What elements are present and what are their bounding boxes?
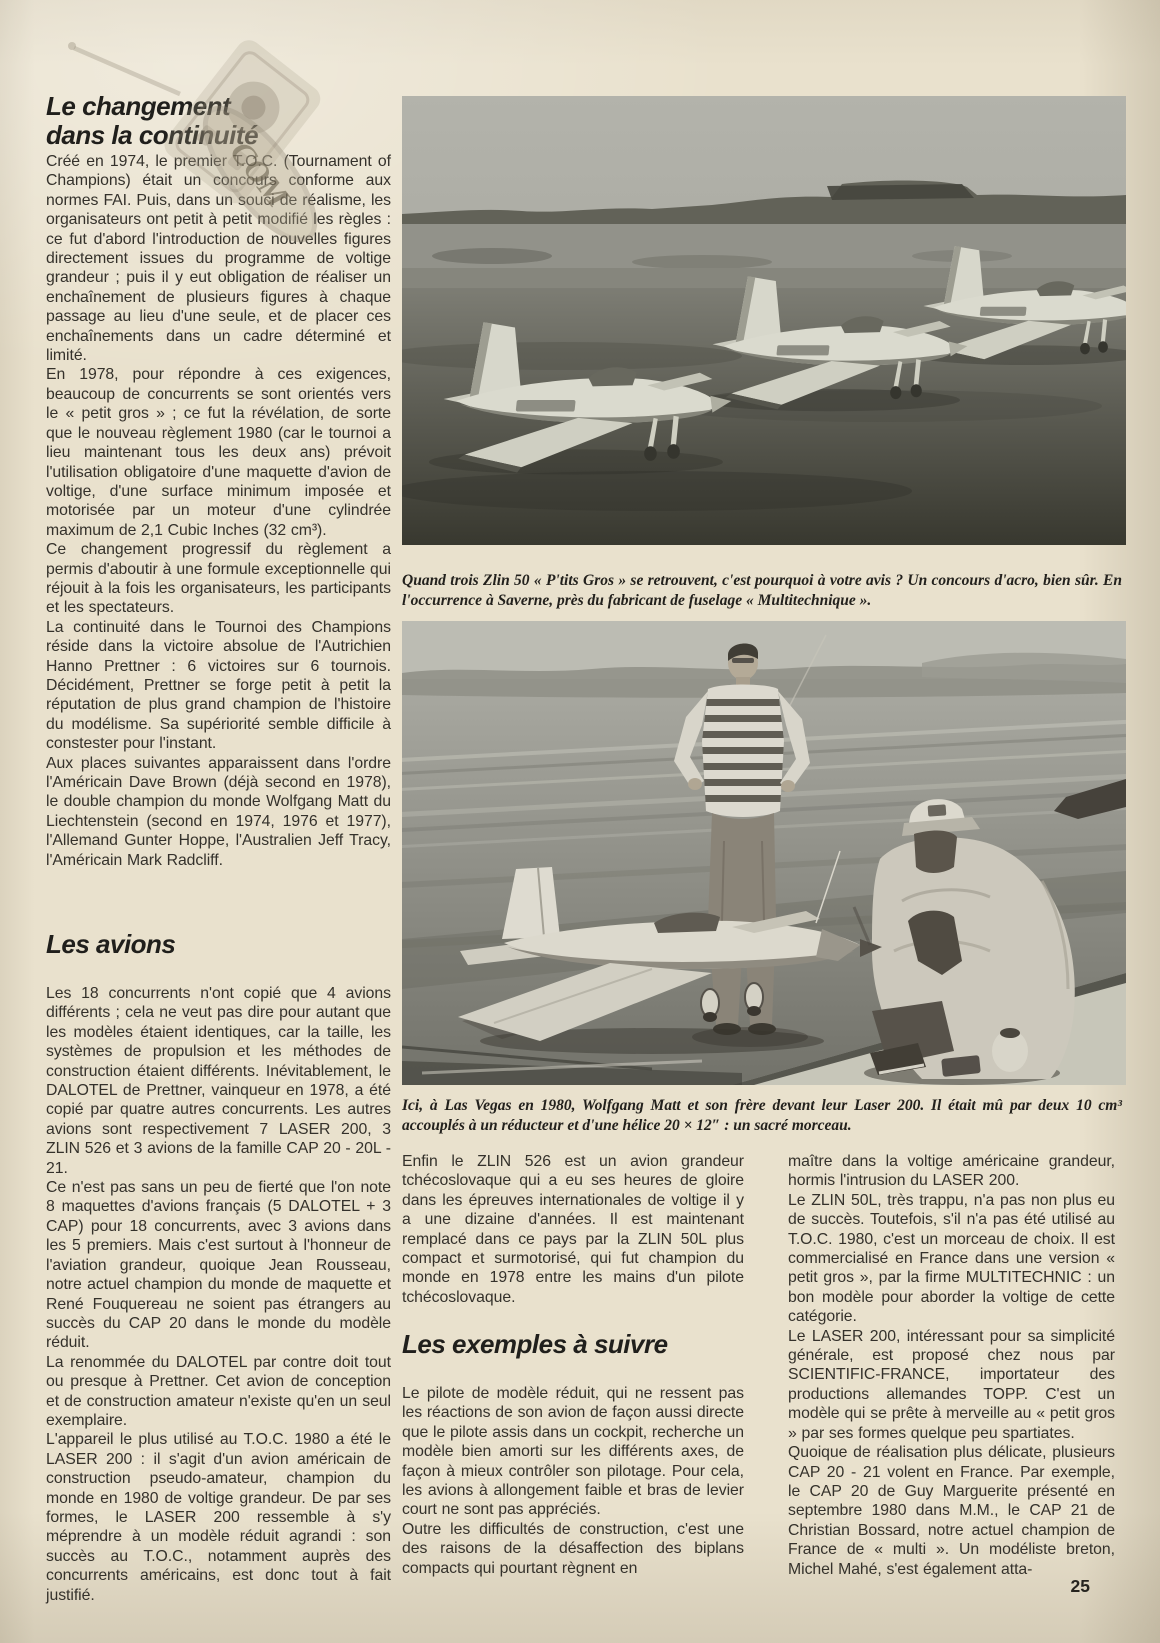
- paragraph: Outre les difficultés de construction, c'est une des raisons de la désaffection des biplans compacts qui pourtant règnent en: [402, 1520, 744, 1577]
- section-heading-les-avions: Les avions: [46, 929, 176, 959]
- photo2-caption: Ici, à Las Vegas en 1980, Wolfgang Matt et son frère devant leur Laser 200. Il était mû par deux 10 cm³ accouplés à un réducteur et d'une hélice 20 × 12″ : un sacré morceau.: [402, 1097, 1122, 1134]
- photo1-caption: Quand trois Zlin 50 « P'tits Gros » se retrouvent, c'est pourquoi à votre avis ? Un concours d'acro, bien sûr. En l'occurrence à Saverne, près du fabricant de fuselage « Multitechnique ».: [402, 572, 1122, 609]
- right-column-text: [788, 1152, 1115, 1579]
- page-number: 25: [1070, 1576, 1090, 1596]
- middle-column-text-2: [402, 1384, 744, 1578]
- paragraph: Créé en 1974, le premier T.O.C. (Tournament of Champions) était un concours conforme aux normes FAI. Puis, dans un souci de réalisme, les organisateurs ont petit à petit modifié les règles : ce fut d'abord l'introduction de nouvelles figures directement issues du programme de voltige grandeur ; puis il y eut obligation de réaliser un enchaînement de plusieurs figures à chaque passage au lieu d'une seule, et de placer ces enchaînements dans un cadre déterminé et limité.: [46, 153, 391, 365]
- photo-zlin-lineup: [402, 96, 1126, 545]
- photo-las-vegas-illustration: [402, 621, 1126, 1085]
- left-column-text-2: [46, 984, 391, 1605]
- paragraph: Le ZLIN 50L, très trappu, n'a pas non plus eu de succès. Toutefois, s'il n'a pas été utilisé au T.O.C. 1980, c'est un morceau de choix. Il est commercialisé en France dans une version « petit gros », par la firme MULTITECHNIC : un bon modèle pour aborder la voltige de cette catégorie.: [788, 1191, 1115, 1326]
- paragraph: Ce n'est pas sans un peu de fierté que l'on note 8 maquettes d'avions français (5 DALOTEL + 3 CAP) pour 18 concurrents, avec 3 avions dans les 5 premiers. Mais c'est surtout à l'honneur de l'aviation grandeur, quoique Jean Rousseau, notre actuel champion du monde de maquette et René Fouquereau ne soient pas étrangers au succès du CAP 20 dans le monde du modèle réduit.: [46, 1179, 391, 1352]
- photo-zlin-lineup-illustration: [402, 96, 1126, 545]
- middle-column-text: [402, 1152, 744, 1307]
- paragraph: Les 18 concurrents n'ont copié que 4 avions différents ; cela ne veut pas dire pour autant que les modèles étaient identiques, car la taille, les systèmes de propulsion et les méthodes de construction étaient différents. Inévitablement, le DALOTEL de Prettner, vainqueur en 1978, a été copié par quatre autres concurrents. Les autres avions sont respectivement 7 LASER 200, 3 ZLIN 526 et 3 avions de la famille CAP 20 - 20L - 21.: [46, 985, 391, 1177]
- watermark-text: COM: [223, 134, 297, 214]
- paragraph: L'appareil le plus utilisé au T.O.C. 1980 a été le LASER 200 : il s'agit d'un avion américain de construction pseudo-amateur, champion du monde en 1980 de voltige grandeur. De par ses formes, le LASER 200 ressemble à s'y méprendre à un modèle réduit agrandi : son succès au T.O.C., notamment auprès des concurrents américains, est donc tout à fait justifié.: [46, 1431, 391, 1604]
- paragraph: Le pilote de modèle réduit, qui ne ressent pas les réactions de son avion de façon aussi directe que le pilote assis dans un cockpit, recherche un modèle bien amorti sur les différents axes, de façon à mieux contrôler son pilotage. Pour cela, les avions à allongement faible et bras de levier court ne sont pas appréciés.: [402, 1385, 744, 1519]
- paragraph: Aux places suivantes apparaissent dans l'ordre l'Américain Dave Brown (déjà second en 1978), le double champion du monde Wolfgang Matt du Liechtenstein (second en 1974, 1976 et 1977), l'Allemand Gunter Hoppe, l'Australien Jeff Tracy, l'Américain Mark Radcliff.: [46, 754, 391, 869]
- paragraph: maître dans la voltige américaine grandeur, hormis l'intrusion du LASER 200.: [788, 1153, 1115, 1190]
- paragraph: Quoique de réalisation plus délicate, plusieurs CAP 20 - 21 volent en France. Par exemple, le CAP 20 de Guy Marguerite présenté en septembre 1980 dans M.M., le CAP 21 de Christian Bossard, notre actuel champion de France de « multi ». Un modéliste breton, Michel Mahé, s'est également atta-: [788, 1444, 1115, 1578]
- article-title-line1: Le changement: [46, 91, 231, 121]
- article-title: [46, 92, 391, 150]
- left-column-text: [46, 152, 391, 870]
- paragraph: Ce changement progressif du règlement a permis d'aboutir à une formule exceptionnelle qui réjouit à la fois les organisateurs, les participants et les spectateurs.: [46, 541, 391, 617]
- paragraph: La renommée du DALOTEL par contre doit tout ou presque à Prettner. Cet avion de conception et de construction amateur n'existe qu'en un seul exemplaire.: [46, 1353, 391, 1429]
- photo-las-vegas-matt: [402, 621, 1126, 1085]
- article-title-line2: dans la continuité: [46, 120, 259, 150]
- paragraph: En 1978, pour répondre à ces exigences, beaucoup de concurrents se sont orientés vers le « petit gros » ; ce fut la révélation, de sorte que le nouveau règlement 1980 (car le tournoi a lieu maintenant tous les deux ans) prévoit l'utilisation obligatoire d'une maquette d'avion de voltige, d'une surface minimum imposée et motorisée par un moteur d'une cylindrée maximum de 2,1 Cubic Inches (32 cm³).: [46, 366, 391, 539]
- paragraph: Le LASER 200, intéressant pour sa simplicité générale, est proposé chez nous par SCIENTIFIC-FRANCE, importateur des productions allemandes TOPP. C'est un modèle qui se prête à merveille au « petit gros » par ses formes quelque peu spartiates.: [788, 1327, 1115, 1442]
- section-heading-les-exemples: Les exemples à suivre: [402, 1329, 668, 1359]
- paragraph: Enfin le ZLIN 526 est un avion grandeur tchécoslovaque qui a eu ses heures de gloire dans les épreuves internationales de voltige il y a une dizaine d'années. Il est maintenant remplacé dans ce pays par la ZLIN 50L plus compact et surmotorisé, qui fut champion du monde en 1978 entre les mains d'un pilote tchécoslovaque.: [402, 1153, 744, 1306]
- paragraph: La continuité dans le Tournoi des Champions réside dans la victoire absolue de l'Autrichien Hanno Prettner : 6 victoires sur 6 tournois. Décidément, Prettner se forge petit à petit la réputation de plus grand champion de l'histoire du modélisme. Sa supériorité semble difficile à constester pour l'instant.: [46, 618, 391, 753]
